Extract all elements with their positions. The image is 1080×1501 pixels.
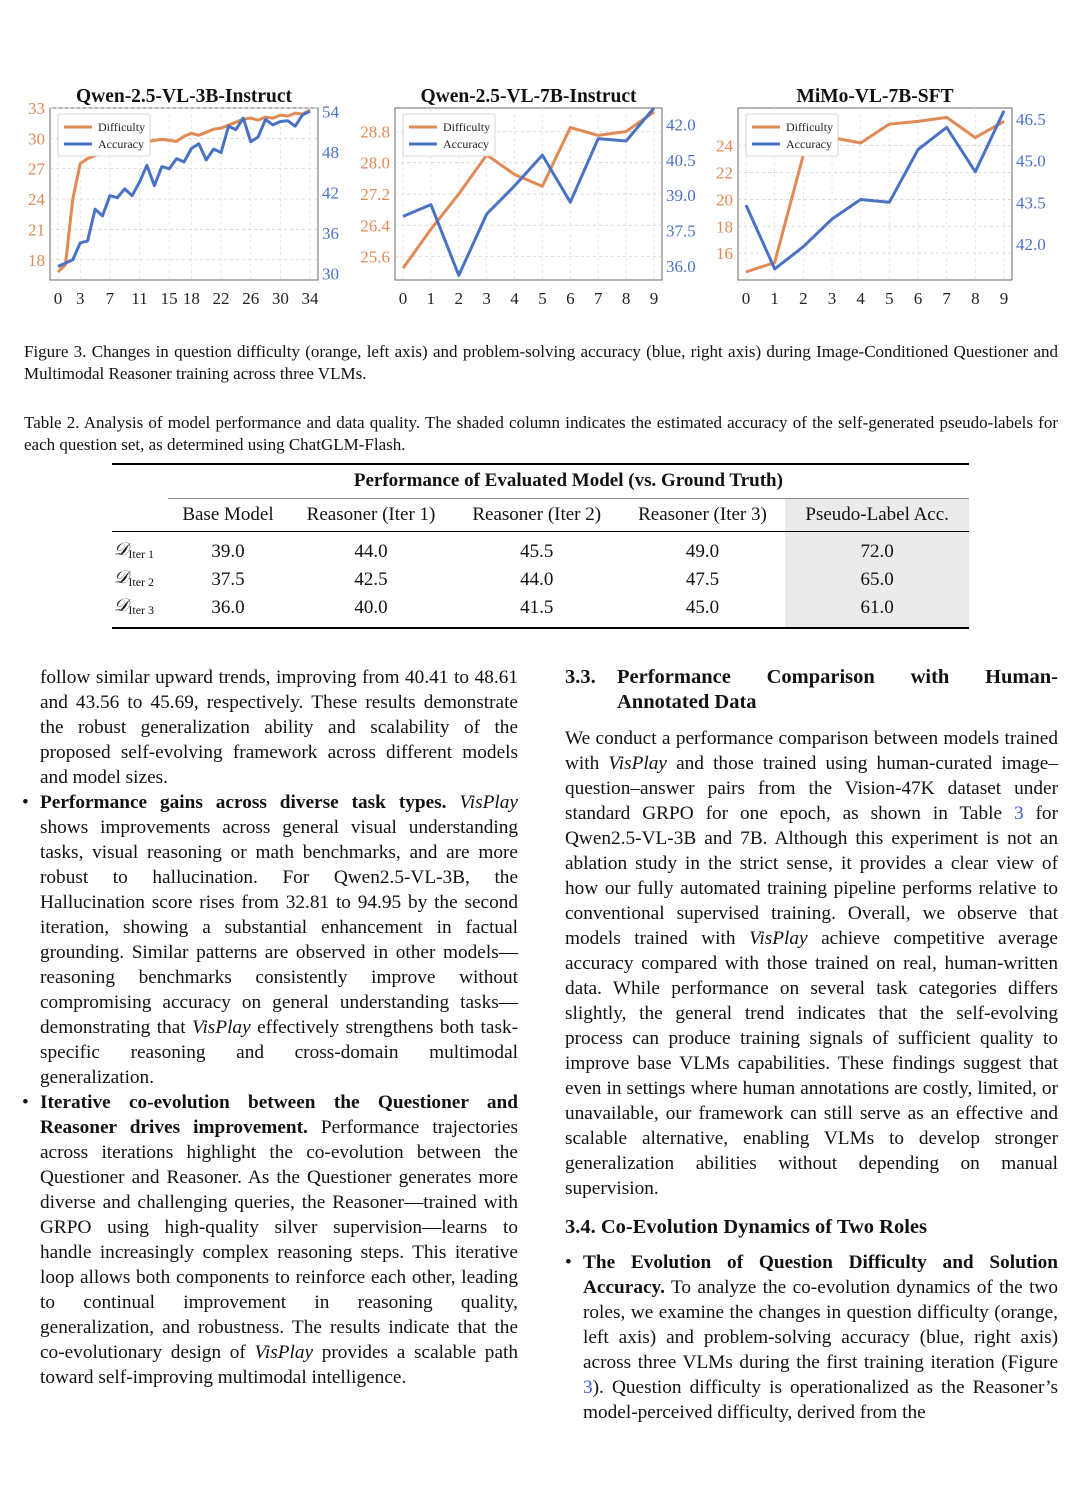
- table-cell: 44.0: [520, 569, 554, 590]
- left-tick-label: 28.8: [360, 122, 390, 142]
- table-2: [112, 463, 969, 629]
- right-tick-label: 37.5: [666, 221, 696, 241]
- x-tick-label: 9: [649, 289, 659, 308]
- left-tick-label: 26.4: [360, 216, 390, 236]
- x-tick-label: 1: [770, 289, 779, 308]
- left-tick-label: 24: [28, 190, 45, 210]
- section-3-3-paragraph: We conduct a performance comparison between models trained with VisPlay and those trained using human-curated image–question–answer pairs from the Vision-47K dataset under standard GRPO for one epoch, as shown in Table 3 for Qwen2.5-VL-3B and 7B. Although this experiment is not an ablation study in the strict sense, it provides a clear view of how our fully automated training pipeline performs relative to conventional supervised training. Overall, we observe that models trained with VisPlay achieve competitive average accuracy compared with those trained on real, human-written data. While performance on several task categories differs slightly, the general trend indicates that the self-evolving process can produce training signals of sufficient quality to improve base VLMs capabilities. These findings suggest that even in settings where human annotations are costly, limited, or unavailable, our framework can still serve as an effective and scalable alternative, enabling VLMs to develop stronger generalization abilities without depending on manual supervision.: [565, 728, 1058, 1199]
- right-tick-label: 30: [322, 264, 339, 284]
- figure-3-charts: [0, 70, 1080, 320]
- col-pseudo-label-acc: Pseudo-Label Acc.: [785, 499, 969, 532]
- table-cell: 42.5: [354, 569, 388, 590]
- right-tick-label: 54: [322, 102, 339, 122]
- left-tick-label: 30: [28, 129, 45, 149]
- bullet-evolution-difficulty: • The Evolution of Question Difficulty and Solution Accuracy. To analyze the co-evolution dynamics of the two roles, we examine the changes in question difficulty (orange, left axis) and problem-solving accuracy (blue, right axis) across three VLMs during the first training iteration (Figure 3). Question difficulty is operationalized as the Reasoner’s model-perceived difficulty, derived from the: [565, 1252, 1058, 1423]
- row-label: 𝒟$_{Iter 3}$: [114, 595, 155, 617]
- right-tick-label: 36.0: [666, 256, 696, 276]
- left-tick-label: 18: [28, 250, 45, 270]
- x-tick-label: 3: [75, 289, 85, 308]
- x-tick-label: 6: [566, 289, 575, 308]
- x-tick-label: 0: [398, 289, 408, 308]
- x-tick-label: 9: [999, 289, 1009, 308]
- table-row: [112, 594, 969, 628]
- right-column: [565, 665, 1058, 1425]
- table-cell: 39.0: [211, 541, 245, 562]
- x-tick-label: 15: [160, 289, 178, 308]
- x-tick-label: 30: [271, 289, 289, 308]
- x-tick-label: 7: [105, 289, 115, 308]
- x-tick-label: 1: [426, 289, 436, 308]
- legend-label: Difficulty: [98, 120, 146, 134]
- right-tick-label: 48: [322, 142, 339, 162]
- bullet-glyph: •: [565, 1252, 572, 1273]
- left-column: [22, 665, 519, 1390]
- right-tick-label: 40.5: [666, 150, 696, 170]
- right-tick-label: 42.0: [666, 115, 696, 135]
- x-tick-label: 34: [301, 289, 319, 308]
- figure-3-ref-link[interactable]: 3: [583, 1377, 593, 1398]
- table-cell: 47.5: [685, 569, 720, 590]
- x-tick-label: 6: [913, 289, 923, 308]
- x-tick-label: 7: [593, 289, 603, 308]
- x-tick-label: 3: [482, 289, 491, 308]
- right-tick-label: 45.0: [1016, 151, 1046, 171]
- table-cell: 41.5: [520, 597, 554, 618]
- x-tick-label: 22: [212, 289, 230, 308]
- x-tick-label: 18: [182, 289, 200, 308]
- x-tick-label: 0: [53, 289, 63, 308]
- legend-label: Accuracy: [443, 137, 489, 151]
- table-row: [112, 566, 969, 594]
- left-tick-label: 20: [716, 190, 733, 210]
- x-tick-label: 8: [621, 289, 631, 308]
- left-tick-label: 18: [716, 217, 733, 237]
- bullet-glyph: •: [22, 792, 29, 813]
- legend-label: Accuracy: [98, 137, 144, 151]
- col-base-model: Base Model: [182, 504, 274, 525]
- left-tick-label: 33: [28, 99, 45, 118]
- right-tick-label: 43.5: [1016, 193, 1046, 213]
- x-tick-label: 2: [799, 289, 808, 308]
- left-tick-label: 22: [716, 163, 733, 183]
- row-label: 𝒟$_{Iter 2}$: [114, 567, 155, 589]
- left-tick-label: 24: [716, 136, 733, 156]
- bullet-iterative-coevolution: • Iterative co-evolution between the Questioner and Reasoner drives improvement. Performance trajectories across iterations highlight the co-evolution between the Questioner and Reasoner. As the Questioner generates more diverse and challenging queries, the Reasoner—trained with GRPO using high-quality silver supervision—learns to handle increasingly complex reasoning steps. This iterative loop allows both components to reinforce each other, leading to continual improvement in reasoning quality, generalization, and robustness. The results indicate that the co-evolutionary design of VisPlay provides a scalable path toward self-improving multimodal intelligence.: [22, 1092, 518, 1388]
- table-cell: 72.0: [785, 532, 969, 567]
- row-label: 𝒟$_{Iter 1}$: [114, 539, 155, 561]
- table-caption: Table 2. Analysis of model performance and data quality. The shaded column indicates the estimated accuracy of the self-generated pseudo-labels for each question set, as determined using ChatGLM-Flash.: [24, 413, 1058, 454]
- col-reasoner-iter1: Reasoner (Iter 1): [306, 504, 436, 525]
- left-tick-label: 28.0: [360, 153, 390, 173]
- section-3-3-heading: 3.3. Performance Comparison with Human- Annotated Data: [565, 666, 1058, 713]
- left-tick-label: 16: [716, 244, 733, 264]
- section-3-4-heading: 3.4. Co-Evolution Dynamics of Two Roles: [565, 1216, 927, 1238]
- chart-title: MiMo-VL-7B-SFT: [796, 86, 954, 107]
- chart-title: Qwen-2.5-VL-7B-Instruct: [420, 86, 637, 107]
- legend-label: Accuracy: [786, 137, 832, 151]
- left-tick-label: 25.6: [360, 247, 390, 267]
- chart-title: Qwen-2.5-VL-3B-Instruct: [75, 86, 293, 107]
- left-tick-label: 27: [28, 159, 45, 179]
- table-cell: 44.0: [354, 541, 388, 562]
- table-cell: 45.0: [685, 597, 720, 618]
- x-tick-label: 5: [538, 289, 547, 308]
- table-cell: 45.5: [520, 541, 554, 562]
- x-tick-label: 3: [827, 289, 837, 308]
- table-group-header: Performance of Evaluated Model (vs. Ground Truth): [168, 464, 969, 499]
- table-cell: 61.0: [785, 594, 969, 628]
- right-tick-label: 42: [322, 183, 339, 203]
- table-cell: 37.5: [211, 569, 245, 590]
- right-tick-label: 46.5: [1016, 110, 1046, 130]
- col-reasoner-iter3: Reasoner (Iter 3): [638, 504, 767, 525]
- bullet-glyph: •: [22, 1092, 29, 1113]
- table-cell: 65.0: [785, 566, 969, 594]
- table-cell: 36.0: [211, 597, 245, 618]
- x-tick-label: 4: [510, 289, 519, 308]
- x-tick-label: 2: [454, 289, 464, 308]
- left-intro-paragraph: follow similar upward trends, improving from 40.41 to 48.61 and 43.56 to 45.69, respectively. These results demonstrate the robust generalization ability and scalability of the proposed self-evolving framework across different models and model sizes.: [40, 667, 518, 788]
- table-3-ref-link[interactable]: 3: [1013, 803, 1024, 824]
- x-tick-label: 4: [856, 289, 865, 308]
- col-reasoner-iter2: Reasoner (Iter 2): [472, 504, 602, 525]
- right-tick-label: 42.0: [1016, 234, 1046, 254]
- table-row: [112, 532, 969, 567]
- x-tick-label: 0: [741, 289, 751, 308]
- x-tick-label: 5: [885, 289, 894, 308]
- bullet-performance-gains: • Performance gains across diverse task types. VisPlay shows improvements across general visual understanding tasks, visual reasoning or math benchmarks, and are more robust to hallucination. For Qwen2.5-VL-3B, the Hallucination score rises from 32.81 to 94.95 by the second iteration, showing a substantial enhancement in factual grounding. Similar patterns are observed in other models—reasoning benchmarks consistently improve without compromising accuracy on general understanding tasks—demonstrating that VisPlay effectively strengthens both task-specific reasoning and cross-domain multimodal generalization.: [22, 792, 519, 1088]
- x-tick-label: 11: [131, 289, 148, 308]
- left-tick-label: 21: [28, 220, 45, 240]
- x-tick-label: 8: [971, 289, 980, 308]
- x-tick-label: 26: [242, 289, 260, 308]
- legend-label: Difficulty: [786, 120, 834, 134]
- right-tick-label: 36: [322, 223, 339, 243]
- right-tick-label: 39.0: [666, 186, 696, 206]
- left-tick-label: 27.2: [360, 185, 390, 204]
- table-cell: 49.0: [685, 541, 720, 562]
- x-tick-label: 7: [942, 289, 951, 308]
- table-cell: 40.0: [354, 597, 388, 618]
- legend-label: Difficulty: [443, 120, 491, 134]
- figure-caption: Figure 3. Changes in question difficulty (orange, left axis) and problem-solving accuracy (blue, right axis) during Image-Conditioned Questioner and Multimodal Reasoner training across three VLMs.: [24, 342, 1058, 383]
